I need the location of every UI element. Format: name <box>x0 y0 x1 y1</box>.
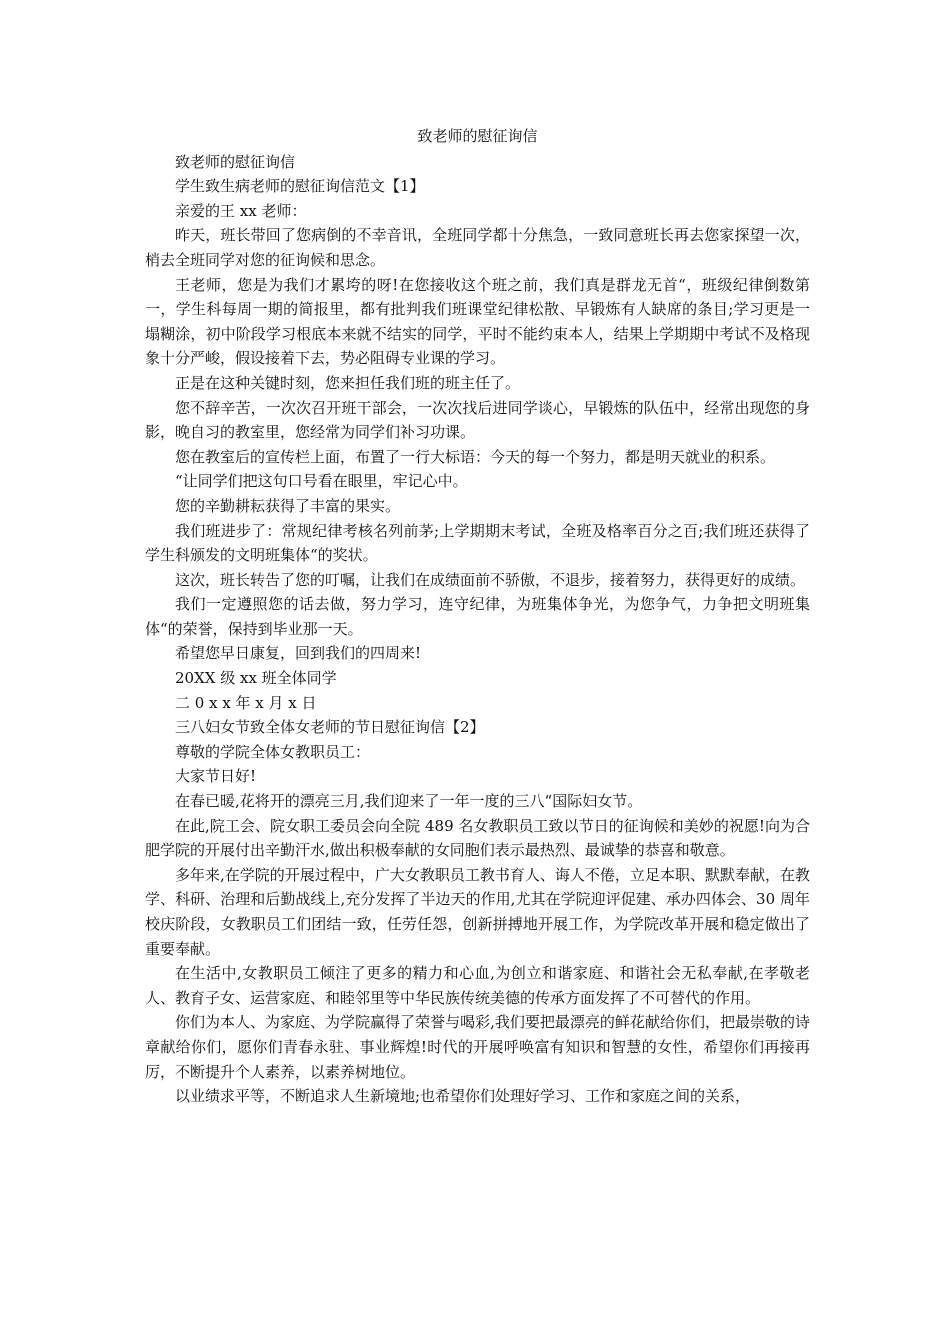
paragraph: 二 0 x x 年 x 月 x 日 <box>175 693 317 712</box>
paragraph: 您在教室后的宣传栏上面，布置了一行大标语：今天的每一个努力，都是明天就业的积系。 <box>175 447 776 466</box>
paragraph: 你们为本人、为家庭、为学院赢得了荣誉与喝彩,我们要把最漂亮的鲜花献给你们，把最崇敬的诗章献给你们，愿你们青春永驻、事业辉煌!时代的开展呼唤富有知识和智慧的女性，希望你们再接再厉，不断提升个人素养，以素养树地位。 <box>145 1013 810 1081</box>
paragraph: 亲爱的王 xx 老师： <box>175 201 307 220</box>
paragraph: 正是在这种关键时刻，您来担任我们班的班主任了。 <box>175 373 521 392</box>
paragraph: 致老师的慰征询信 <box>175 152 296 171</box>
paragraph: 这次，班长转告了您的叮嘱，让我们在成绩面前不骄傲，不退步，接着努力，获得更好的成绩。 <box>175 570 806 589</box>
paragraph: 您的辛勤耕耘获得了丰富的果实。 <box>175 496 401 515</box>
paragraph: 我们班进步了：常规纪律考核名列前茅;上学期期末考试，全班及格率百分之百;我们班还获得了学生科颁发的文明班集体“的奖状。 <box>145 521 810 565</box>
paragraph: 三八妇女节致全体女老师的节日慰征询信【2】 <box>175 718 485 737</box>
paragraph: 多年来,在学院的开展过程中，广大女教职员工教书育人、诲人不倦，立足本职、默默奉献，在教学、科研、治理和后勤战线上,充分发挥了半边天的作用,尤其在学院迎评促建、承办四体会、30 周年校庆阶段，女教职员工们团结一致，任劳任怨，创新拼搏地开展工作，为学院改革开展和稳定做出了重要奉献。 <box>145 865 810 958</box>
paragraph: 您不辞辛苦，一次次召开班干部会，一次次找后进同学谈心，早锻炼的队伍中，经常出现您的身影，晚自习的教室里，您经常为同学们补习功课。 <box>145 398 810 442</box>
paragraph: 大家节日好! <box>175 767 257 786</box>
paragraph: 王老师，您是为我们才累垮的呀!在您接收这个班之前，我们真是群龙无首“，班级纪律倒数第一，学生科每周一期的简报里，都有批判我们班课堂纪律松散、早锻炼有人缺席的条目;学习更是一塌糊涂，初中阶段学习根底本来就不结实的同学，平时不能约束本人，结果上学期期中考试不及格现象十分严峻，假设接着下去，势必阻碍专业课的学习。 <box>145 275 810 368</box>
paragraph: 尊敬的学院全体女教职员工： <box>175 742 371 761</box>
document-body <box>145 124 810 1109</box>
paragraph: 学生致生病老师的慰征询信范文【1】 <box>175 177 425 196</box>
document-title: 致老师的慰征询信 <box>417 127 538 145</box>
paragraph: “让同学们把这句口号看在眼里，牢记心中。 <box>175 472 468 491</box>
paragraph: 我们一定遵照您的话去做，努力学习，连守纪律，为班集体争光，为您争气，力争把文明班集体“的荣誉，保持到毕业那一天。 <box>145 595 810 638</box>
paragraph: 在此,院工会、院女职工委员会向全院 489 名女教职员工致以节日的征询候和美妙的祝愿!向为合肥学院的开展付出辛勤汗水,做出积极奉献的女同胞们表示最热烈、最诚挚的恭喜和敬意。 <box>145 816 810 860</box>
paragraph: 20XX 级 xx 班全体同学 <box>175 669 337 688</box>
paragraph: 希望您早日康复，回到我们的四周来! <box>175 644 422 663</box>
paragraph: 昨天，班长带回了您病倒的不幸音讯，全班同学都十分焦急，一致同意班长再去您家探望一次，梢去全班同学对您的征询候和思念。 <box>145 226 810 269</box>
paragraph: 在春已暖,花将开的漂亮三月,我们迎来了一年一度的三八“国际妇女节。 <box>175 792 643 811</box>
paragraph: 以业绩求平等，不断追求人生新境地;也希望你们处理好学习、工作和家庭之间的关系， <box>175 1087 751 1106</box>
paragraph: 在生活中,女教职员工倾注了更多的精力和心血,为创立和谐家庭、和谐社会无私奉献,在孝敬老人、教育子女、运营家庭、和睦邻里等中华民族传统美德的传承方面发挥了不可替代的作用。 <box>145 964 810 1007</box>
